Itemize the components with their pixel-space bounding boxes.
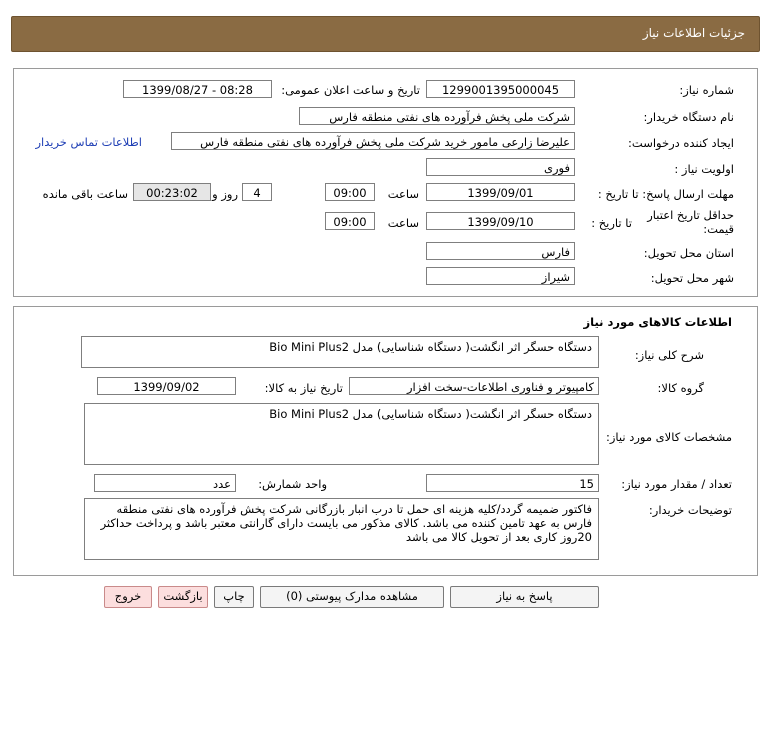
page-title: جزئیات اطلاعات نیاز	[642, 26, 745, 40]
need-date-field: 1399/09/02	[97, 377, 236, 395]
city-field: شیراز	[426, 267, 575, 285]
priority-label: اولویت نیاز :	[674, 162, 734, 176]
buyer-label: نام دستگاه خریدار:	[643, 110, 734, 124]
validity-label: حداقل تاریخ اعتبار قیمت:	[647, 208, 734, 236]
buyer-notes-field: فاکتور ضمیمه گردد/کلیه هزینه ای حمل تا درب انبار بازرگانی شرکت پخش فرآورده های نفتی منطقه فارس به عهد تامین کننده می باشد. کالای مذکور می بایست دارای گارانتی معتبر باشد و پرداخت حداکثر 20روز کاری بعد از تحویل کالا می باشد	[84, 498, 599, 560]
days-label: روز و	[212, 187, 238, 201]
deadline-date-field: 1399/09/01	[426, 183, 575, 201]
deadline-time-label: ساعت	[387, 187, 419, 201]
goods-group-field: کامپیوتر و فناوری اطلاعات-سخت افزار	[349, 377, 599, 395]
quantity-label: تعداد / مقدار مورد نیاز:	[621, 477, 732, 491]
requester-field: علیرضا زارعی مامور خرید شرکت ملی پخش فرآورده های نفتی منطقه فارس	[171, 132, 575, 150]
buyer-contact-link[interactable]: اطلاعات تماس خریدار	[35, 135, 142, 149]
buyer-notes-label: توضیحات خریدار:	[648, 503, 732, 517]
exit-button[interactable]: خروج	[104, 586, 152, 608]
priority-field: فوری	[426, 158, 575, 176]
specs-label: مشخصات کالای مورد نیاز:	[605, 430, 732, 444]
province-label: استان محل تحویل:	[643, 246, 734, 260]
validity-until-label: تا تاریخ :	[591, 216, 632, 230]
view-attachments-button[interactable]: مشاهده مدارک پیوستی (0)	[260, 586, 444, 608]
need-date-label: تاریخ نیاز به کالا:	[264, 381, 343, 395]
print-button[interactable]: چاپ	[214, 586, 254, 608]
summary-label: شرح کلی نیاز:	[634, 348, 704, 362]
need-number-label: شماره نیاز:	[679, 83, 734, 97]
goods-section-title: اطلاعات کالاهای مورد نیاز	[583, 315, 732, 329]
deadline-label: مهلت ارسال پاسخ: تا تاریخ :	[597, 187, 734, 201]
remaining-time-field: 00:23:02	[133, 183, 211, 201]
province-field: فارس	[426, 242, 575, 260]
city-label: شهر محل تحویل:	[650, 271, 734, 285]
requester-label: ایجاد کننده درخواست:	[628, 136, 734, 150]
validity-date-field: 1399/09/10	[426, 212, 575, 230]
reply-button[interactable]: پاسخ به نیاز	[450, 586, 599, 608]
summary-field: دستگاه حسگر اثر انگشت( دستگاه شناسایی) مدل Bio Mini Plus2	[81, 336, 599, 368]
remaining-time-label: ساعت باقی مانده	[42, 187, 128, 201]
days-remaining-field: 4	[242, 183, 272, 201]
announce-field: 1399/08/27 - 08:28	[123, 80, 272, 98]
validity-time-field: 09:00	[325, 212, 375, 230]
deadline-time-field: 09:00	[325, 183, 375, 201]
buyer-field: شرکت ملی پخش فرآورده های نفتی منطقه فارس	[299, 107, 575, 125]
validity-time-label: ساعت	[387, 216, 419, 230]
quantity-field: 15	[426, 474, 599, 492]
unit-label: واحد شمارش:	[258, 477, 327, 491]
unit-field: عدد	[94, 474, 236, 492]
need-number-field: 1299001395000045	[426, 80, 575, 98]
specs-field: دستگاه حسگر اثر انگشت( دستگاه شناسایی) مدل Bio Mini Plus2	[84, 403, 599, 465]
goods-group-label: گروه کالا:	[657, 381, 704, 395]
page-header	[11, 16, 760, 52]
back-button[interactable]: بازگشت	[158, 586, 208, 608]
announce-label: تاریخ و ساعت اعلان عمومی:	[281, 83, 420, 97]
request-info-panel	[13, 68, 758, 297]
